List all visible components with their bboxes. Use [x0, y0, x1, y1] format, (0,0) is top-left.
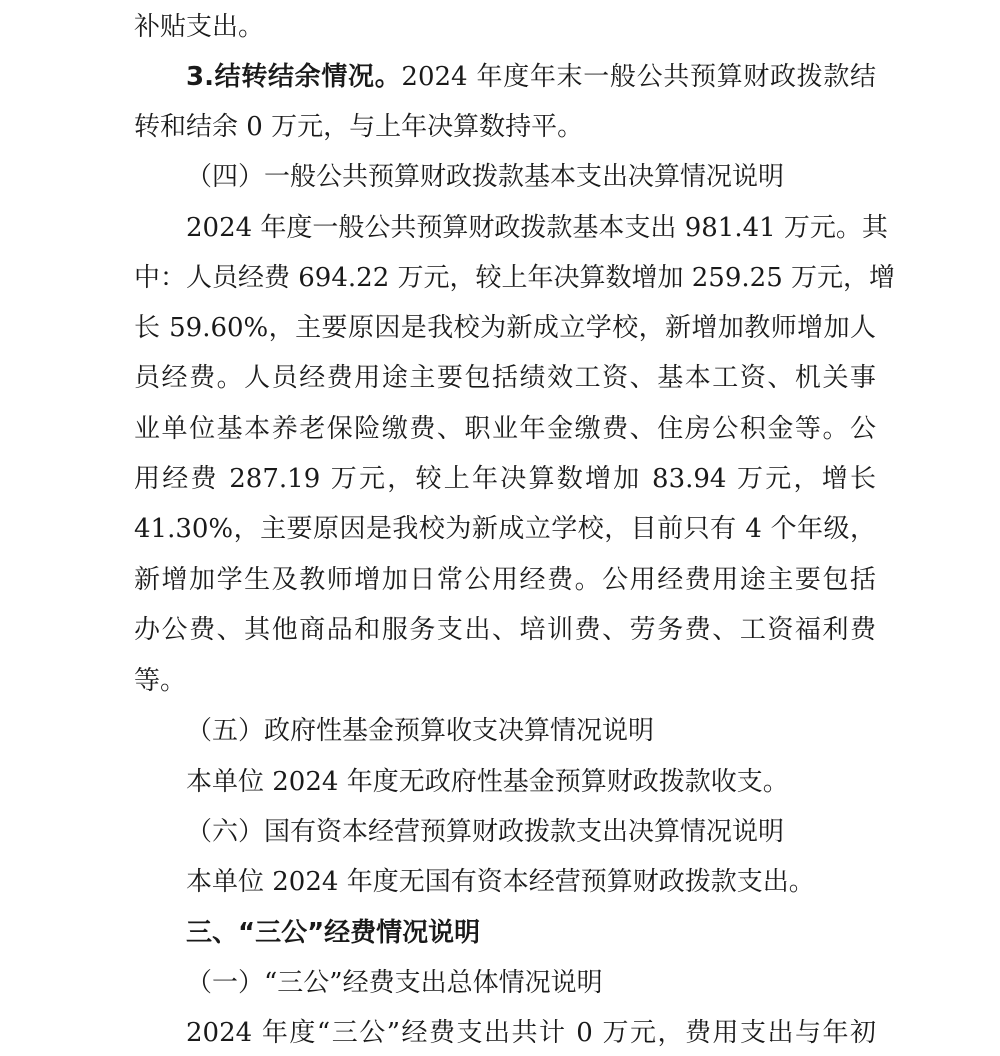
paragraph-line: 等。 — [134, 666, 187, 696]
paragraph-line: 本单位 2024 年度无政府性基金预算财政拨款收支。 — [186, 767, 789, 797]
paragraph-line: 员经费。人员经费用途主要包括绩效工资、基本工资、机关事 — [134, 363, 876, 393]
paragraph-line: 41.30%，主要原因是我校为新成立学校，目前只有 4 个年级， — [134, 514, 876, 544]
paragraph-line: 新增加学生及教师增加日常公用经费。公用经费用途主要包括 — [134, 565, 876, 595]
section-heading: （五）政府性基金预算收支决算情况说明 — [186, 716, 655, 746]
section-heading: （六）国有资本经营预算财政拨款支出决算情况说明 — [186, 817, 785, 847]
section-heading: （四）一般公共预算财政拨款基本支出决算情况说明 — [186, 162, 785, 192]
paragraph-line: 2024 年度一般公共预算财政拨款基本支出 981.41 万元。其 — [186, 213, 888, 243]
paragraph-line: 中：人员经费 694.22 万元，较上年决算数增加 259.25 万元，增 — [134, 263, 896, 293]
chapter-heading: 三、“三公”经费情况说明 — [186, 918, 481, 948]
paragraph-line: 办公费、其他商品和服务支出、培训费、劳务费、工资福利费 — [134, 615, 876, 645]
paragraph-text: 2024 年度年末一般公共预算财政拨款结 — [401, 62, 877, 92]
paragraph-line — [186, 57, 876, 97]
paragraph-line: 2024 年度“三公”经费支出共计 0 万元，费用支出与年初 — [186, 1018, 876, 1048]
paragraph-line: 用经费 287.19 万元，较上年决算数增加 83.94 万元，增长 — [134, 464, 876, 494]
paragraph-line: 长 59.60%，主要原因是我校为新成立学校，新增加教师增加人 — [134, 313, 876, 343]
paragraph-line: 补贴支出。 — [134, 12, 265, 42]
section-heading: （一）“三公”经费支出总体情况说明 — [186, 968, 603, 998]
paragraph-line: 本单位 2024 年度无国有资本经营预算财政拨款支出。 — [186, 867, 815, 897]
subsection-label: 3.结转结余情况。 — [186, 62, 402, 92]
paragraph-line: 业单位基本养老保险缴费、职业年金缴费、住房公积金等。公 — [134, 414, 876, 444]
paragraph-line: 转和结余 0 万元，与上年决算数持平。 — [134, 112, 584, 142]
